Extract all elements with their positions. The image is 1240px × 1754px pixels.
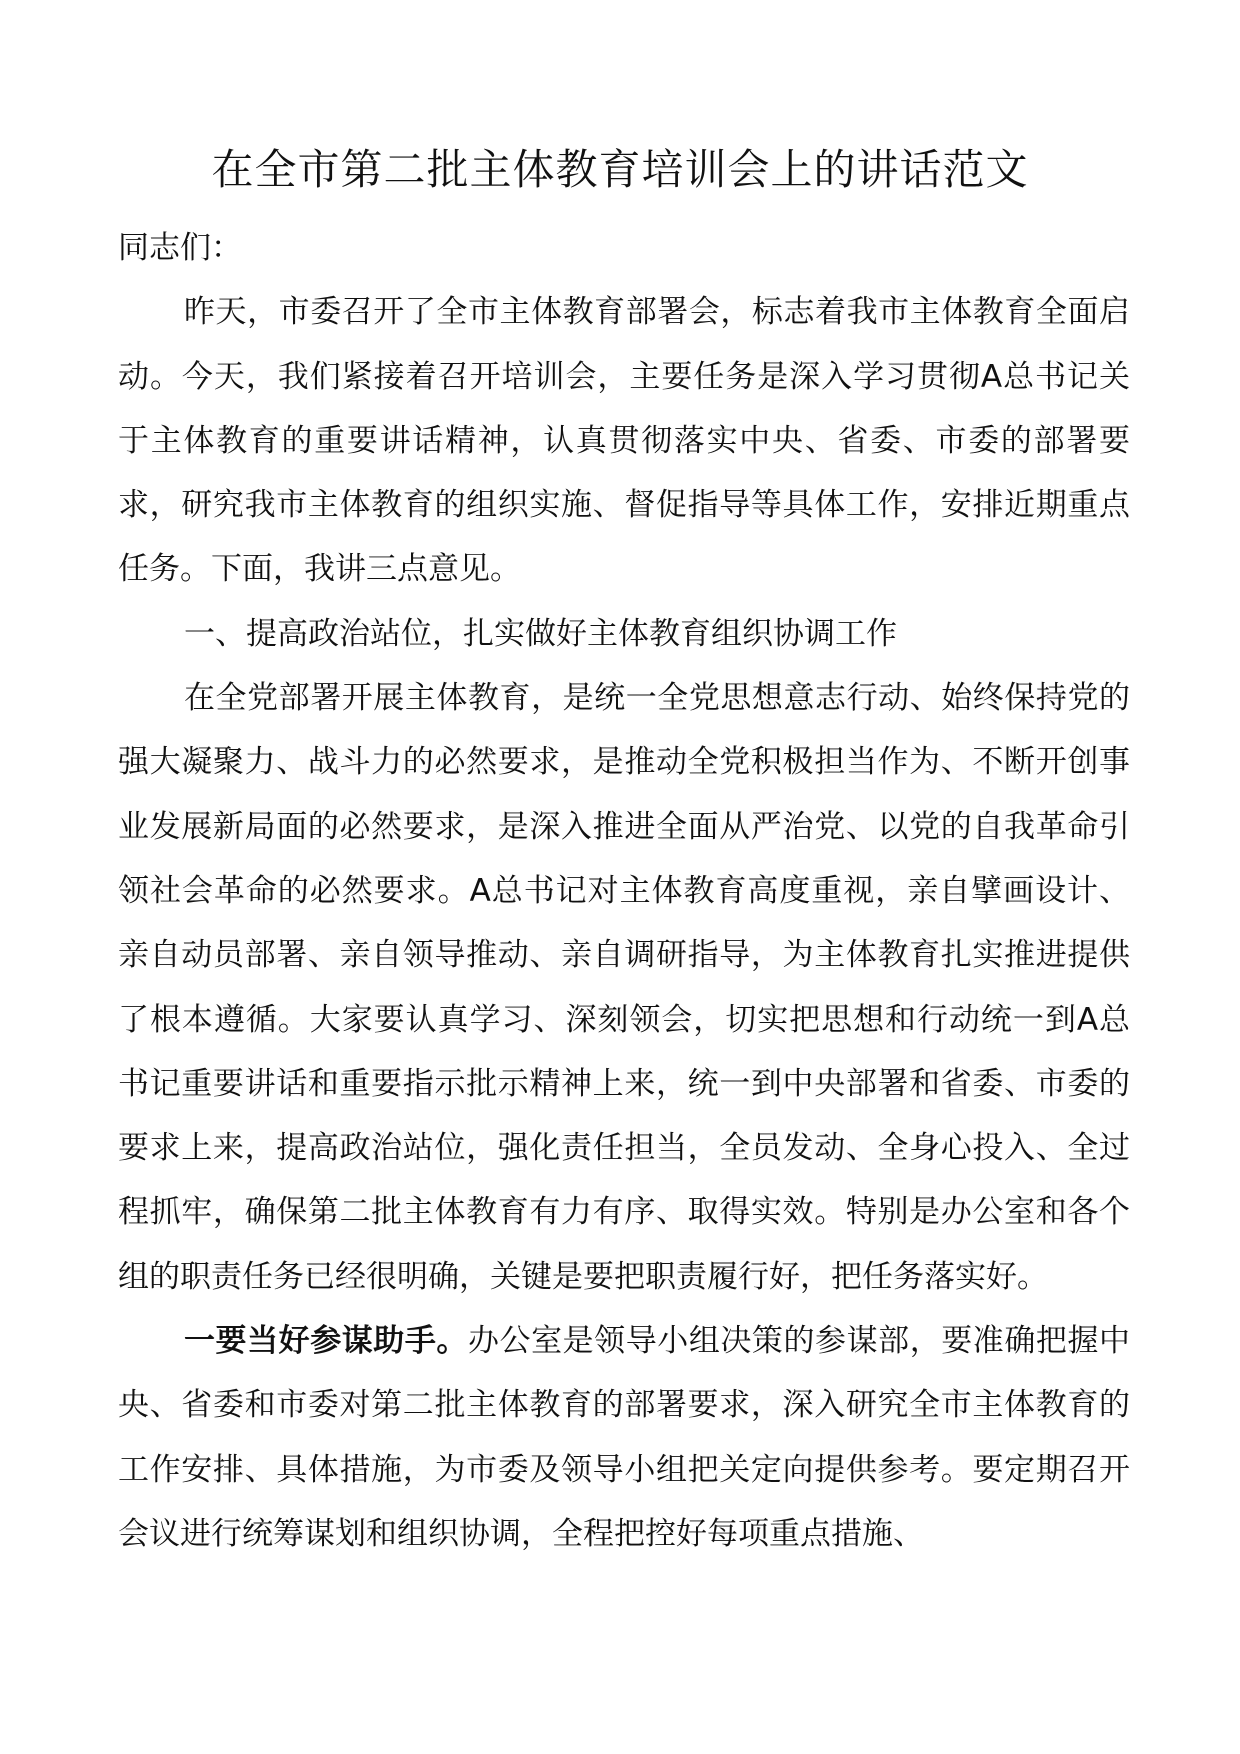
point-1-lead: 一要当好参谋助手。 [184,1323,468,1360]
salutation: 同志们： [118,230,242,266]
point-1-text: 办公室是领导小组决策的参谋部，要准确把握中央、省委和市委对第二批主体教育的部署要求，深入研究全市主体教育的工作安排、具体措施，为市委及领导小组把关定向提供参考。要定期召开会议进行统筹谋划和组织协调，全程把控好每项重点措施、 [118,1323,1131,1552]
paragraph-point-1 [118,1309,1130,1566]
document-title: 在全市第二批主体教育培训会上的讲话范文 [211,145,1029,194]
document-body [118,216,1130,1566]
section-heading-1: 一、提高政治站位，扎实做好主体教育组织协调工作 [184,615,897,652]
paragraph-intro: 昨天，市委召开了全市主体教育部署会，标志着我市主体教育全面启动。今天，我们紧接着召开培训会，主要任务是深入学习贯彻A总书记关于主体教育的重要讲话精神，认真贯彻落实中央、省委、市委的部署要求，研究我市主体教育的组织实施、督促指导等具体工作，安排近期重点任务。下面，我讲三点意见。 [118,294,1130,588]
paragraph-section-1: 在全党部署开展主体教育，是统一全党思想意志行动、始终保持党的强大凝聚力、战斗力的必然要求，是推动全党积极担当作为、不断开创事业发展新局面的必然要求，是深入推进全面从严治党、以党的自我革命引领社会革命的必然要求。A总书记对主体教育高度重视，亲自擘画设计、亲自动员部署、亲自领导推动、亲自调研指导，为主体教育扎实推进提供了根本遵循。大家要认真学习、深刻领会，切实把思想和行动统一到A总书记重要讲话和重要指示批示精神上来，统一到中央部署和省委、市委的要求上来，提高政治站位，强化责任担当，全员发动、全身心投入、全过程抓牢，确保第二批主体教育有力有序、取得实效。特别是办公室和各个组的职责任务已经很明确，关键是要把职责履行好，把任务落实好。 [118,680,1130,1295]
